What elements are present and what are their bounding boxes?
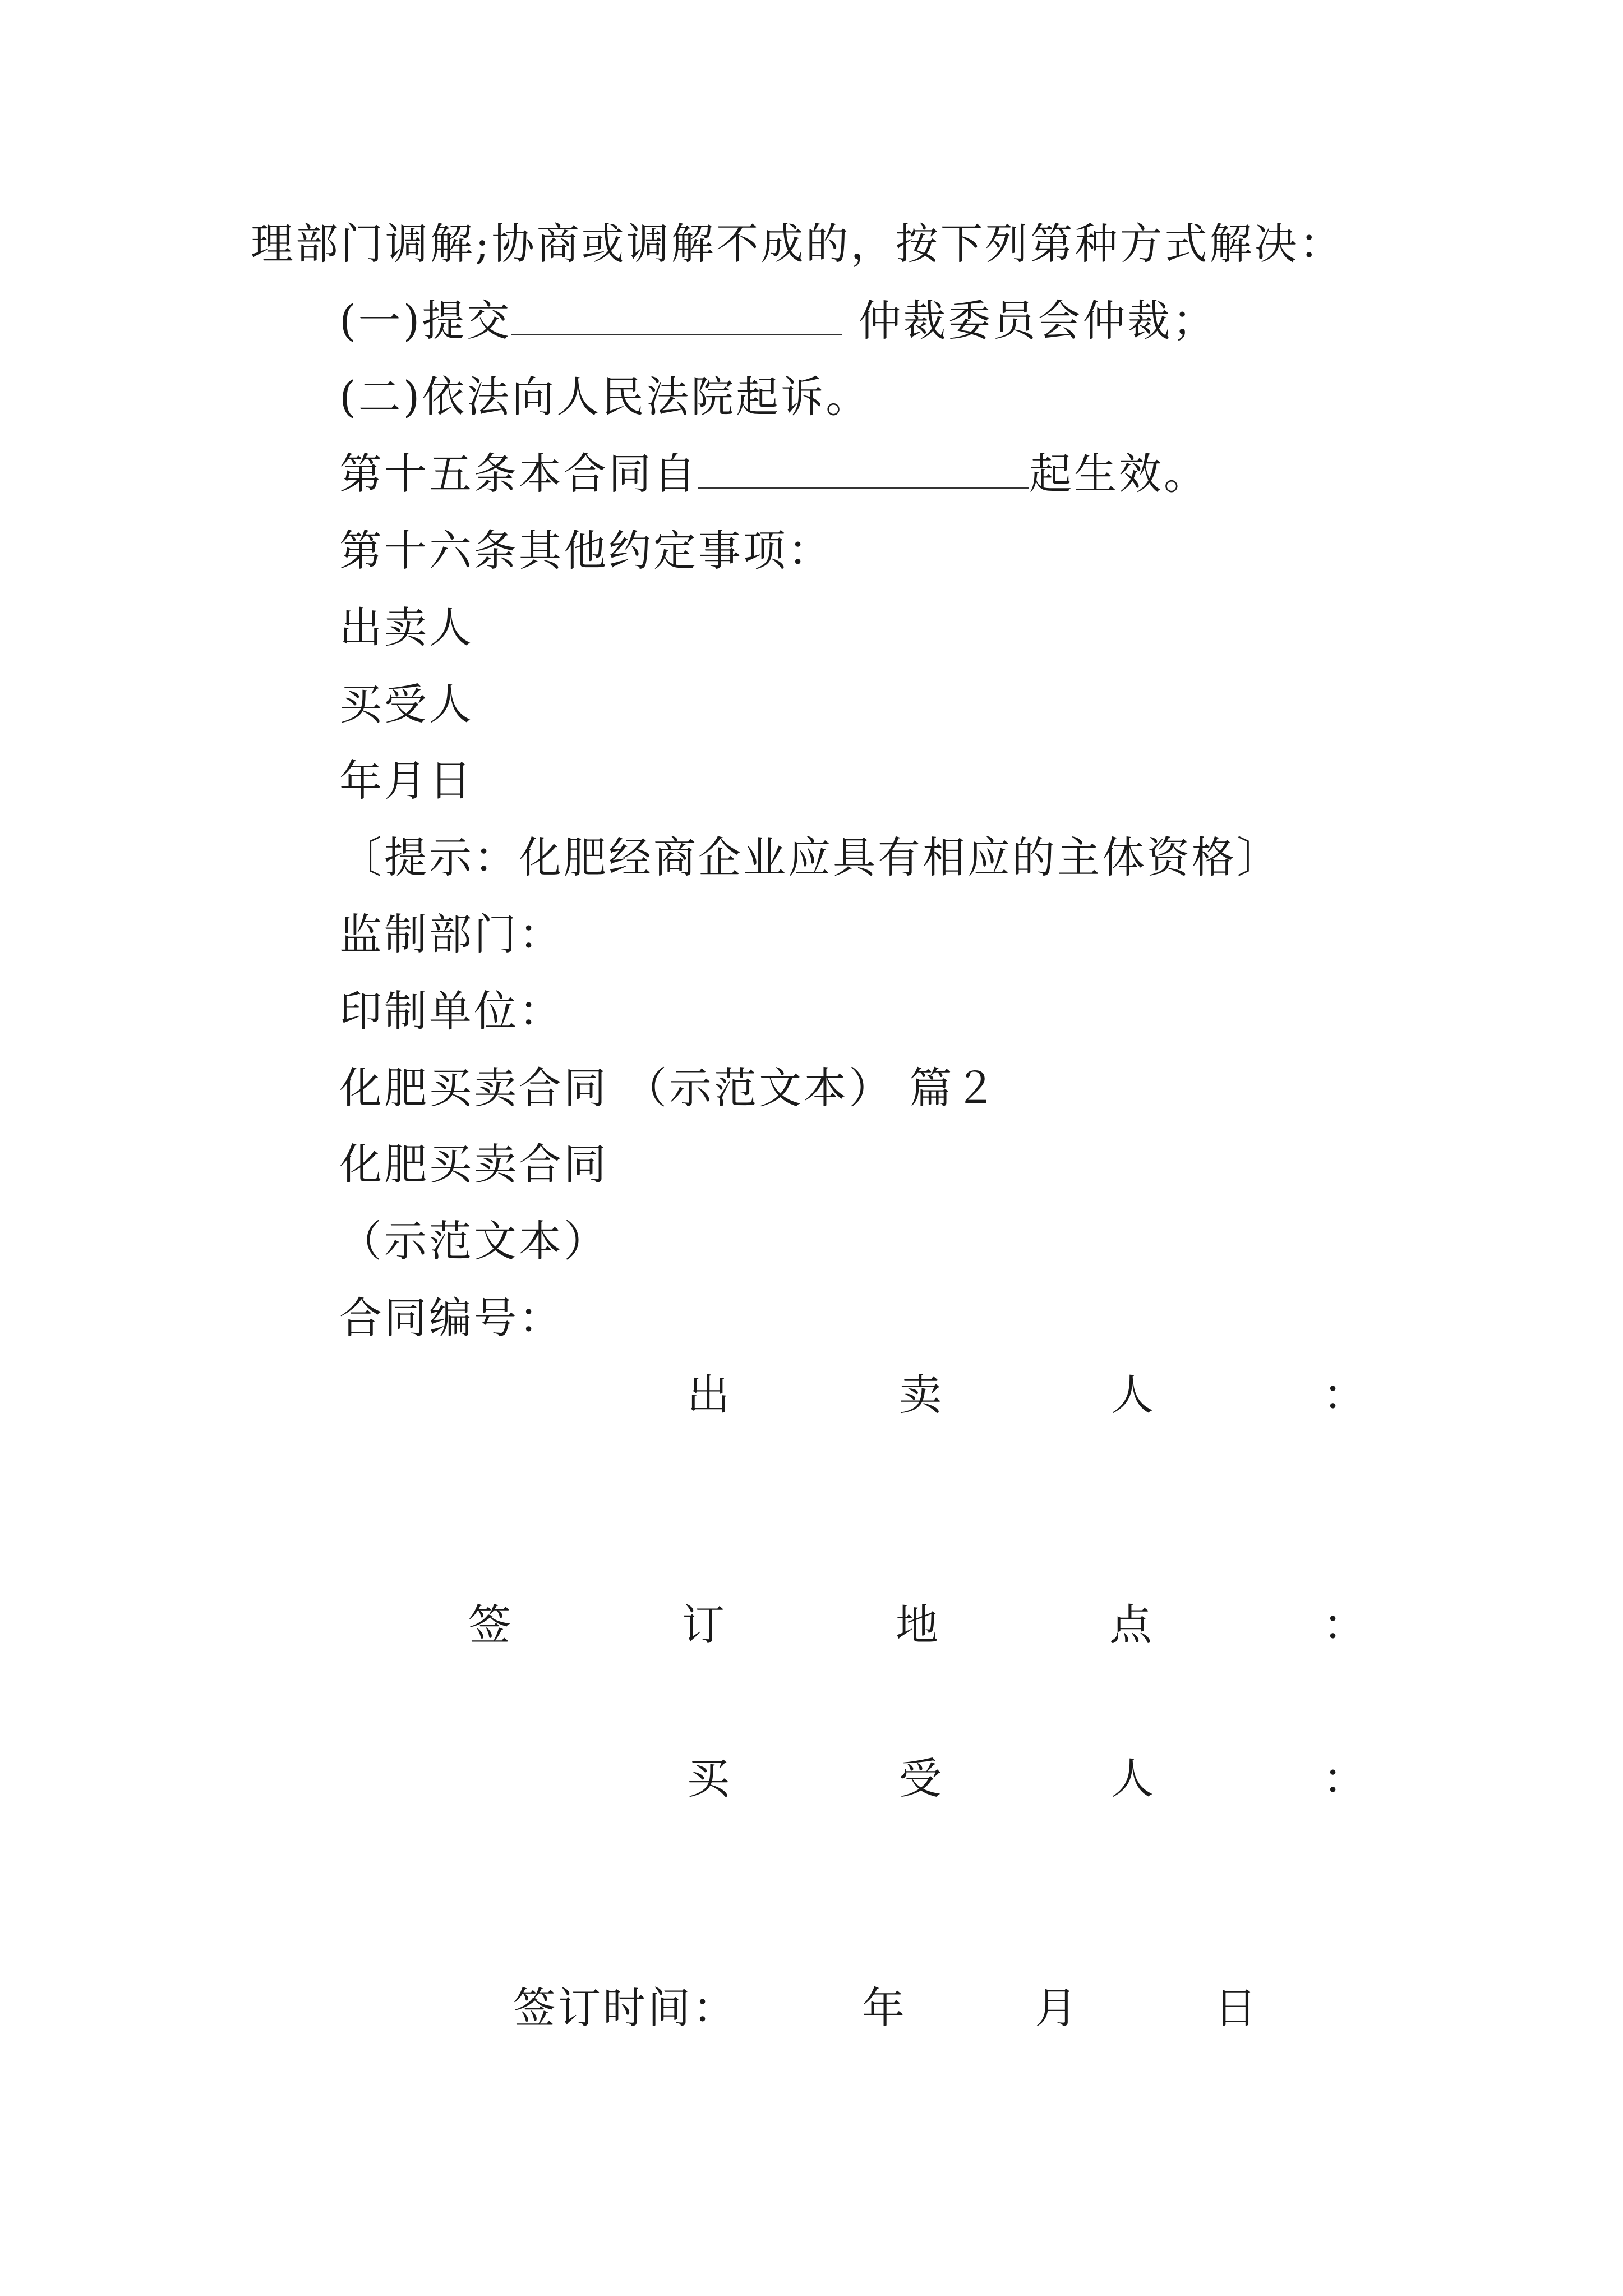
text-line-supervisor: 监制部门： xyxy=(339,909,564,959)
place-colon: ： xyxy=(1323,1600,1366,1650)
seller-char-3: 人 xyxy=(1111,1370,1154,1420)
text-line-section-title: 化肥买卖合同 （示范文本） 篇２ xyxy=(339,1063,999,1113)
buyer-char-1: 买 xyxy=(687,1754,730,1803)
buyer-char-2: 受 xyxy=(899,1754,942,1803)
seller-signature-row xyxy=(687,1367,1366,1423)
text-line-lawsuit: (二)依法向人民法院起诉。 xyxy=(339,372,871,422)
place-char-3: 地 xyxy=(896,1600,938,1650)
place-char-2: 订 xyxy=(682,1600,725,1650)
text-line-buyer: 买受人 xyxy=(339,679,474,729)
text-line-other-terms: 第十六条其他约定事项： xyxy=(339,526,833,576)
text-line-date: 年月日 xyxy=(339,756,474,806)
text-line-seller: 出卖人 xyxy=(339,602,474,652)
signing-date-year: 年 xyxy=(862,1983,907,2033)
text-line-effective xyxy=(339,446,1209,502)
text-line-dispute: 理部门调解;协商或调解不成的，按下列第种方式解决： xyxy=(251,219,1344,269)
signing-date-month: 月 xyxy=(1035,1983,1080,2033)
seller-char-2: 卖 xyxy=(899,1370,942,1420)
place-char-1: 签 xyxy=(468,1600,511,1650)
effective-blank xyxy=(698,448,1029,489)
buyer-char-3: 人 xyxy=(1111,1754,1154,1803)
effective-suffix: 起生效。 xyxy=(1029,449,1209,499)
arbitration-blank xyxy=(511,295,842,335)
signing-date-label: 签订时间： xyxy=(513,1983,737,2033)
signing-place-row xyxy=(468,1597,1366,1653)
buyer-colon: ： xyxy=(1323,1754,1366,1803)
text-line-model-text: （示范文本） xyxy=(339,1216,608,1266)
effective-prefix: 第十五条本合同自 xyxy=(339,449,698,499)
buyer-signature-row xyxy=(687,1751,1366,1807)
text-line-contract-title: 化肥买卖合同 xyxy=(339,1139,608,1189)
text-line-printer: 印制单位： xyxy=(339,986,564,1036)
arbitration-suffix: 仲裁委员会仲裁； xyxy=(858,296,1218,346)
arbitration-prefix: (一)提交 xyxy=(339,296,512,346)
text-line-hint: 〔提示：化肥经商企业应具有相应的主体资格〕 xyxy=(339,832,1281,882)
seller-char-1: 出 xyxy=(687,1370,730,1420)
text-line-arbitration xyxy=(339,293,1217,349)
place-char-4: 点 xyxy=(1109,1600,1152,1650)
signing-date-day: 日 xyxy=(1214,1983,1259,2033)
text-line-contract-number: 合同编号： xyxy=(339,1293,564,1343)
seller-colon: ： xyxy=(1323,1370,1366,1420)
